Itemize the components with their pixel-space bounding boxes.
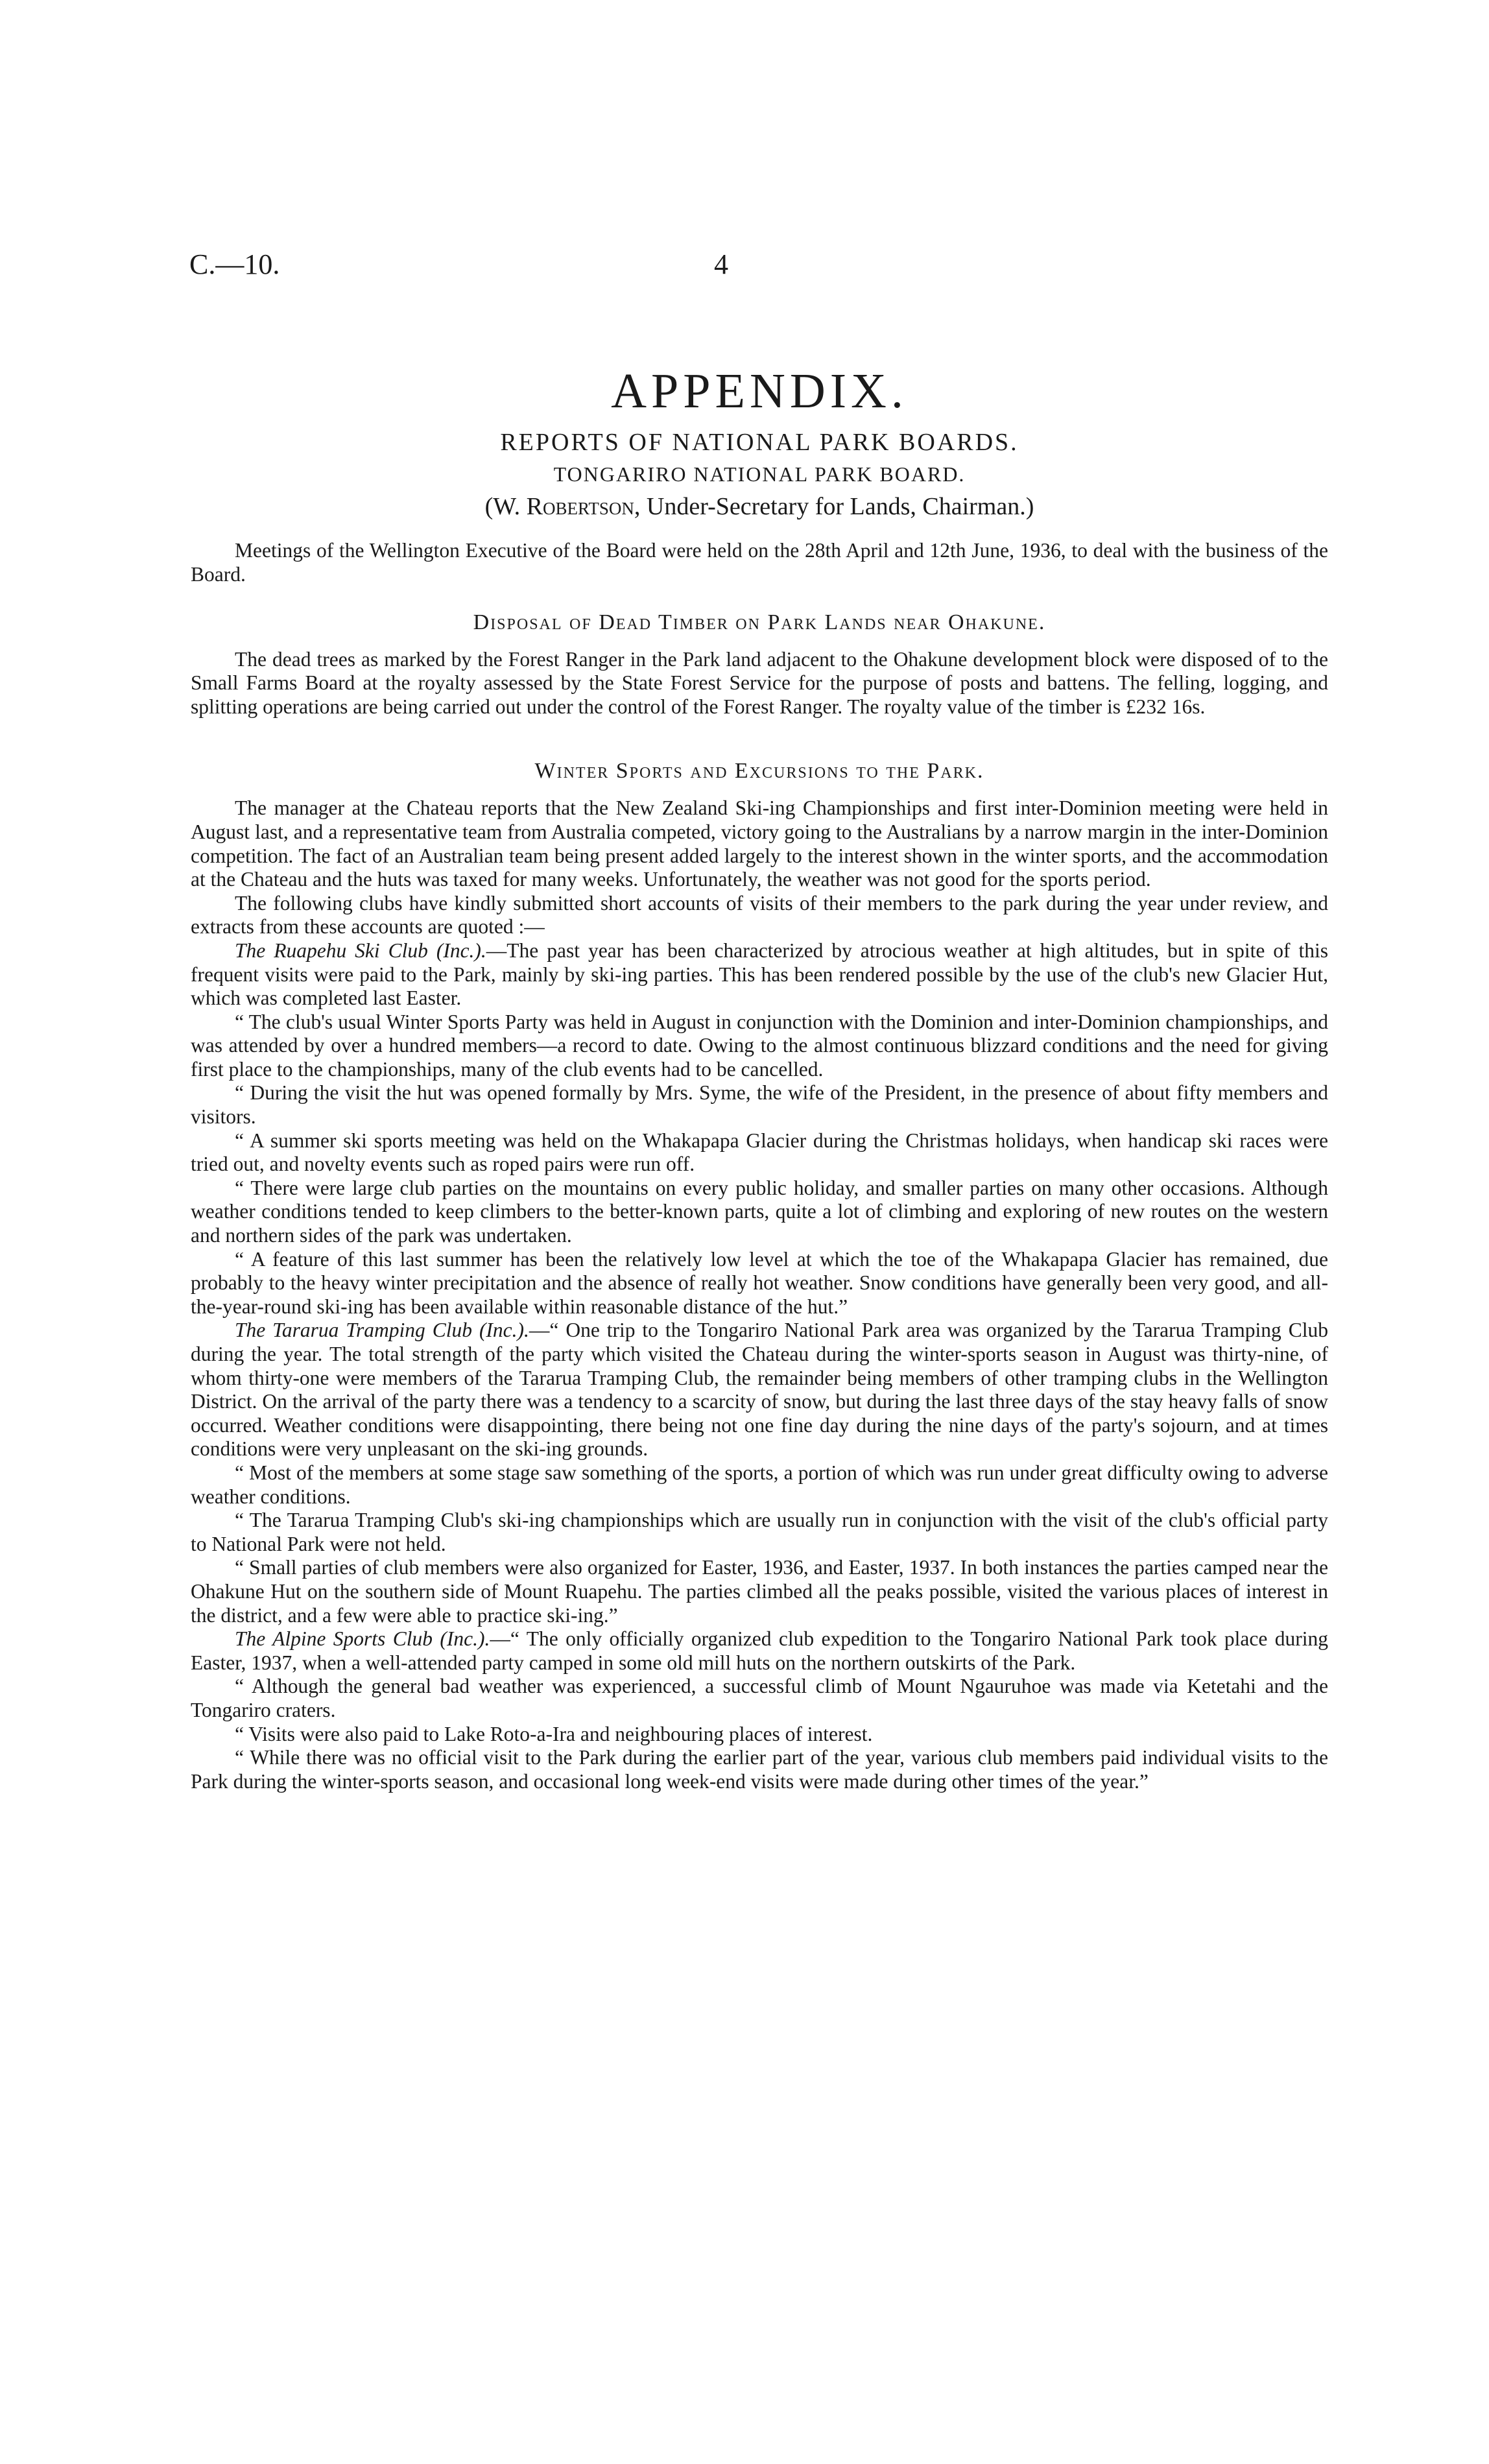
ruapehu-club-paragraph: The Ruapehu Ski Club (Inc.).—The past year has been characterized by atrocious weather at high altitudes, but in spite of this frequent visits were paid to the Park, mainly by ski-ing parties. This has been rendered possible by the use of the club's new Glacier Hut, which was completed last Easter. (191, 939, 1328, 1010)
ruapehu-paragraph-6: “ A feature of this last summer has been the relatively low level at which the toe of the Whakapapa Glacier has remained, due probably to the heavy winter precipitation and the absence of really hot weather. Snow conditions have generally been very good, and all-the-year-round ski-ing has been available within reasonable distance of the hut.” (191, 1247, 1328, 1318)
chairman-line (191, 490, 1328, 523)
alpine-paragraph-2: “ Although the general bad weather was experienced, a successful climb of Mount Ngauruhoe was made via Ketetahi and the Tongariro craters. (191, 1675, 1328, 1721)
section-heading-winter-sports: Winter Sports and Excursions to the Park. (534, 759, 984, 783)
tararua-club-name: The Tararua Tramping Club (Inc.). (235, 1319, 529, 1342)
board-name: TONGARIRO NATIONAL PARK BOARD. (553, 462, 966, 486)
tararua-paragraph-2: “ Most of the members at some stage saw something of the sports, a portion of which was run under great difficulty owing to adverse weather conditions. (191, 1461, 1328, 1508)
section-heading-disposal: Disposal of Dead Timber on Park Lands near Ohakune. (473, 610, 1046, 634)
alpine-paragraph-3: “ Visits were also paid to Lake Roto-a-Ira and neighbouring places of interest. (235, 1722, 873, 1745)
chairman-name: Robertson (526, 493, 634, 521)
clubs-intro-paragraph: The following clubs have kindly submitted short accounts of visits of their members to the park during the year under review, and extracts from these accounts are quoted :— (191, 891, 1328, 939)
ruapehu-club-name: The Ruapehu Ski Club (Inc.). (235, 939, 486, 962)
appendix-title: APPENDIX. (611, 364, 908, 418)
reports-subtitle: REPORTS OF NATIONAL PARK BOARDS. (500, 429, 1019, 457)
chairman-role: , Under-Secretary for Lands, Chairman.) (634, 493, 1034, 521)
disposal-paragraph: The dead trees as marked by the Forest Ranger in the Park land adjacent to the Ohakune development block were disposed of to the Small Farms Board at the royalty assessed by the State Forest Service for the purpose of posts and battens. The felling, logging, and splitting operations are being carried out under the control of the Forest Ranger. The royalty value of the timber is £232 16s. (191, 647, 1328, 718)
tararua-paragraph-3: “ The Tararua Tramping Club's ski-ing championships which are usually run in conjunction with the visit of the club's official party to National Park were not held. (191, 1509, 1328, 1555)
intro-paragraph: Meetings of the Wellington Executive of the Board were held on the 28th April and 12th June, 1936, to deal with the business of the Board. (191, 539, 1328, 586)
ruapehu-paragraph-4: “ A summer ski sports meeting was held on the Whakapapa Glacier during the Christmas holidays, when handicap ski races were tried out, and novelty events such as roped pairs were run off. (191, 1129, 1328, 1176)
tararua-club-paragraph: The Tararua Tramping Club (Inc.).—“ One trip to the Tongariro National Park area was organized by the Tararua Tramping Club during the year. The total strength of the party which visited the Chateau during the winter-sports season in August was thirty-nine, of whom thirty-one were members of the Tararua Tramping Club, the remainder being members of other tramping clubs in the Wellington District. On the arrival of the party there was a tendency to a scarcity of snow, but during the last three days of the stay heavy falls of snow occurred. Weather conditions were disappointing, there being not one fine day during the nine days of the party's sojourn, and at times conditions were very unpleasant on the ski-ing grounds. (191, 1319, 1329, 1461)
alpine-club-name: The Alpine Sports Club (Inc.). (235, 1627, 490, 1651)
document-reference: C.—10. (189, 248, 280, 280)
chairman-open: (W. (484, 493, 527, 521)
tararua-paragraph-4: “ Small parties of club members were also organized for Easter, 1936, and Easter, 1937. In both instances the parties camped near the Ohakune Hut on the southern side of Mount Ruapehu. The parties climbed all the peaks possible, visited the various places of interest in the district, and a few were able to practice ski-ing.” (191, 1556, 1328, 1627)
alpine-club-paragraph: The Alpine Sports Club (Inc.).—“ The only officially organized club expedition to the Tongariro National Park took place during Easter, 1937, when a well-attended party camped in some old mill huts on the northern outskirts of the Park. (191, 1627, 1328, 1674)
page-body (191, 363, 1328, 1793)
ruapehu-paragraph-2: “ The club's usual Winter Sports Party was held in August in conjunction with the Dominion and inter-Dominion championships, and was attended by over a hundred members—a record to date. Owing to the almost continuous blizzard conditions and the need for giving first place to the championships, many of the club events had to be cancelled. (191, 1010, 1328, 1081)
chateau-paragraph: The manager at the Chateau reports that the New Zealand Ski-ing Championships and first inter-Dominion meeting were held in August last, and a representative team from Australia competed, victory going to the Australians by a narrow margin in the inter-Dominion competition. The fact of an Australian team being present added largely to the interest shown in the winter sports, and the accommodation at the Chateau and the huts was taxed for many weeks. Unfortunately, the weather was not good for the sports period. (191, 796, 1328, 891)
ruapehu-paragraph-3: “ During the visit the hut was opened formally by Mrs. Syme, the wife of the President, in the presence of about fifty members and visitors. (191, 1081, 1328, 1129)
ruapehu-paragraph-5: “ There were large club parties on the mountains on every public holiday, and smaller parties on many other occasions. Although weather conditions tended to keep climbers to the better-known parts, quite a lot of climbing and exploring of new routes on the western and northern sides of the park was undertaken. (191, 1176, 1328, 1247)
page-number: 4 (714, 248, 728, 280)
alpine-paragraph-4: “ While there was no official visit to the Park during the earlier part of the year, various club members paid individual visits to the Park during the winter-sports season, and occasional long week-end visits were made during other times of the year.” (191, 1746, 1328, 1793)
